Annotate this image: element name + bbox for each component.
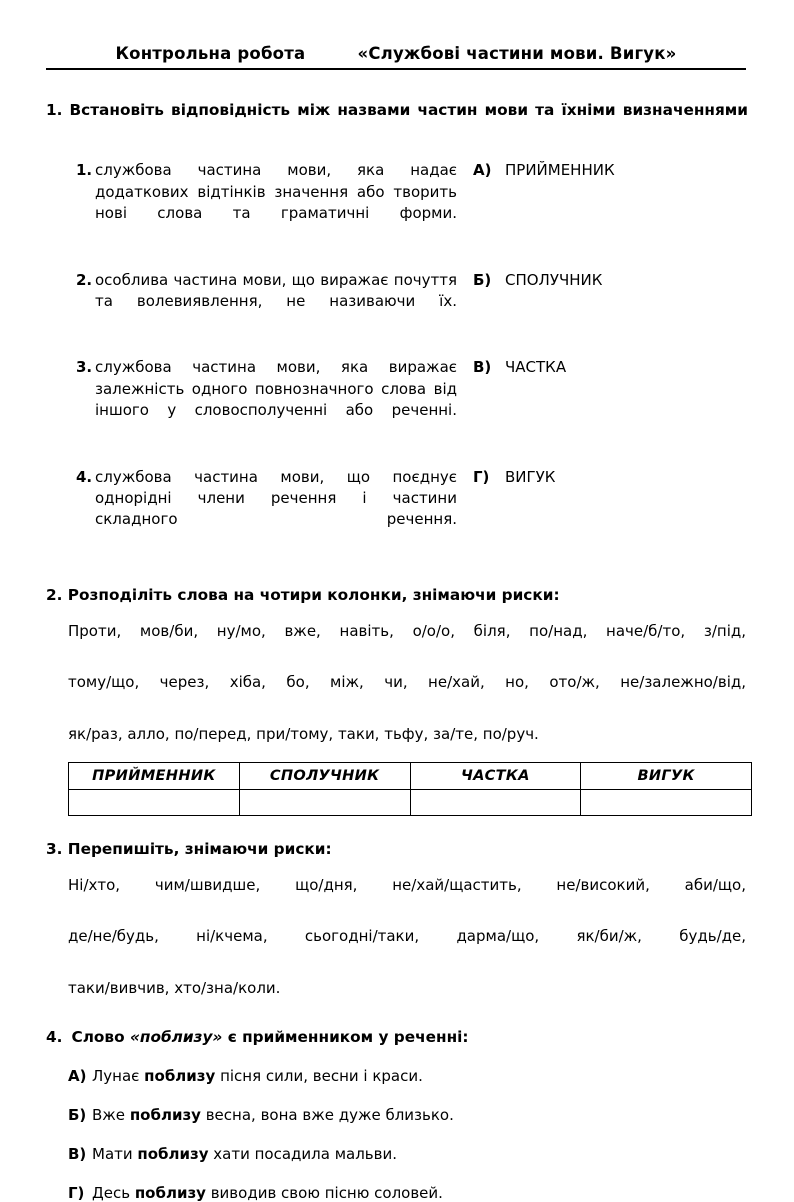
column-header-prepositions: ПРИЙМЕННИК	[69, 762, 240, 789]
column-header-particles: ЧАСТКА	[410, 762, 581, 789]
column-header-conjunctions: СПОЛУЧНИК	[239, 762, 410, 789]
option-letter: Г)	[68, 1183, 85, 1202]
answer-cell-prepositions[interactable]	[69, 789, 240, 815]
definition-text: службова частина мови, яка надає додаткових відтінків значення або творить нові слова та граматичні форми.	[95, 161, 457, 222]
task-4-keyword: «поблизу»	[129, 1027, 223, 1046]
option-text-before: Мати	[92, 1144, 138, 1163]
option-letter: А)	[68, 1066, 87, 1085]
term-letter: Б)	[473, 270, 492, 289]
option-text	[92, 1106, 748, 1124]
table-row	[69, 789, 752, 815]
task-2-word-list	[46, 619, 746, 748]
task-1	[46, 100, 748, 552]
definition-number: 2.	[76, 270, 93, 289]
definition-text: службова частина мови, що поєднує однорідні члени речення і частини складного речення.	[95, 467, 457, 529]
document-title: Контрольна робота	[115, 44, 306, 63]
task-2-heading: 2. Розподіліть слова на чотири колонки, знімаючи риски:	[46, 585, 560, 604]
column-header-interjections: ВИГУК	[581, 762, 752, 789]
answer-cell-conjunctions[interactable]	[239, 789, 410, 815]
definition-text: службова частина мови, яка виражає залежність одного повнозначного слова від іншого у словосполученні або реченні.	[95, 358, 457, 420]
option-text-before: Десь	[92, 1183, 135, 1202]
definition-number: 4.	[76, 467, 93, 486]
option-text	[92, 1145, 748, 1163]
task-4-heading-text	[71, 1028, 468, 1046]
option-text-after: хати посадила мальви.	[208, 1144, 398, 1163]
option-letter: Б)	[68, 1105, 87, 1124]
task-4-number: 4.	[46, 1027, 63, 1046]
answer-cell-particles[interactable]	[410, 789, 581, 815]
task-3-word-list	[46, 873, 746, 1002]
sorting-table	[68, 762, 752, 816]
option-b[interactable]	[68, 1106, 748, 1124]
option-text-after: весна, вона вже дуже близько.	[200, 1105, 454, 1124]
task-1-number: 1.	[46, 101, 63, 119]
definition-text: особлива частина мови, що виражає почуття та волевиявлення, не називаючи їх.	[95, 270, 457, 310]
word-list-line: тому/що, через, хіба, бо, між, чи, не/хай, но, ото/ж, не/залежно/від,	[68, 673, 746, 692]
task-1-heading-text: Встановіть відповідність між назвами частин мови та їхніми визначеннями	[69, 101, 748, 119]
definition-number: 3.	[76, 358, 93, 377]
answer-cell-interjections[interactable]	[581, 789, 752, 815]
task-4-heading-after: є прийменником у реченні:	[227, 1027, 469, 1046]
option-text-after: виводив свою пісню соловей.	[205, 1183, 443, 1202]
matching-list	[46, 160, 748, 551]
task-4-heading	[46, 1028, 748, 1046]
term-letter: Г)	[473, 467, 490, 486]
option-text-after: пісня сили, весни і краси.	[215, 1066, 423, 1085]
option-text	[92, 1067, 748, 1085]
matching-row	[76, 357, 748, 442]
matching-row	[76, 270, 748, 334]
option-letter: В)	[68, 1144, 87, 1163]
task-3-heading: 3. Перепишіть, знімаючи риски:	[46, 839, 332, 858]
matching-row	[76, 160, 748, 245]
definition-number: 1.	[76, 161, 93, 180]
term-label: ПРИЙМЕННИК	[505, 161, 615, 180]
task-4-options	[46, 1067, 748, 1202]
option-text-before: Лунає	[92, 1066, 145, 1085]
option-text	[92, 1184, 748, 1202]
option-keyword: поблизу	[144, 1066, 216, 1085]
word-list-line: Ні/хто, чим/швидше, що/дня, не/хай/щастить, не/високий, аби/що,	[68, 875, 746, 894]
option-text-before: Вже	[92, 1105, 130, 1124]
word-list-line: Проти, мов/би, ну/мо, вже, навіть, о/о/о, біля, по/над, наче/б/то, з/під,	[68, 621, 746, 640]
task-4-heading-before: Слово	[71, 1027, 125, 1046]
word-list-line: де/не/будь, ні/кчема, сьогодні/таки, дарма/що, як/би/ж, будь/де,	[68, 927, 746, 946]
term-letter: В)	[473, 358, 492, 377]
task-1-heading	[46, 100, 748, 140]
task-4	[46, 1028, 748, 1202]
document-header	[46, 44, 746, 70]
task-2	[46, 586, 748, 816]
option-keyword: поблизу	[134, 1183, 206, 1202]
term-label: ВИГУК	[505, 467, 556, 486]
document-body	[46, 100, 748, 1202]
option-g[interactable]	[68, 1184, 748, 1202]
term-label: ЧАСТКА	[505, 358, 567, 377]
word-list-line: таки/вивчив, хто/зна/коли.	[68, 979, 281, 997]
document-subtitle: «Службові частини мови. Вигук»	[357, 44, 677, 63]
word-list-line: як/раз, алло, по/перед, при/тому, таки, тьфу, за/те, по/руч.	[68, 725, 539, 744]
term-letter: А)	[473, 161, 492, 180]
option-v[interactable]	[68, 1145, 748, 1163]
option-a[interactable]	[68, 1067, 748, 1085]
task-3	[46, 840, 748, 1002]
option-keyword: поблизу	[137, 1144, 209, 1163]
term-label: СПОЛУЧНИК	[505, 270, 603, 289]
option-keyword: поблизу	[129, 1105, 201, 1124]
table-header-row	[69, 762, 752, 789]
matching-row	[76, 467, 748, 552]
